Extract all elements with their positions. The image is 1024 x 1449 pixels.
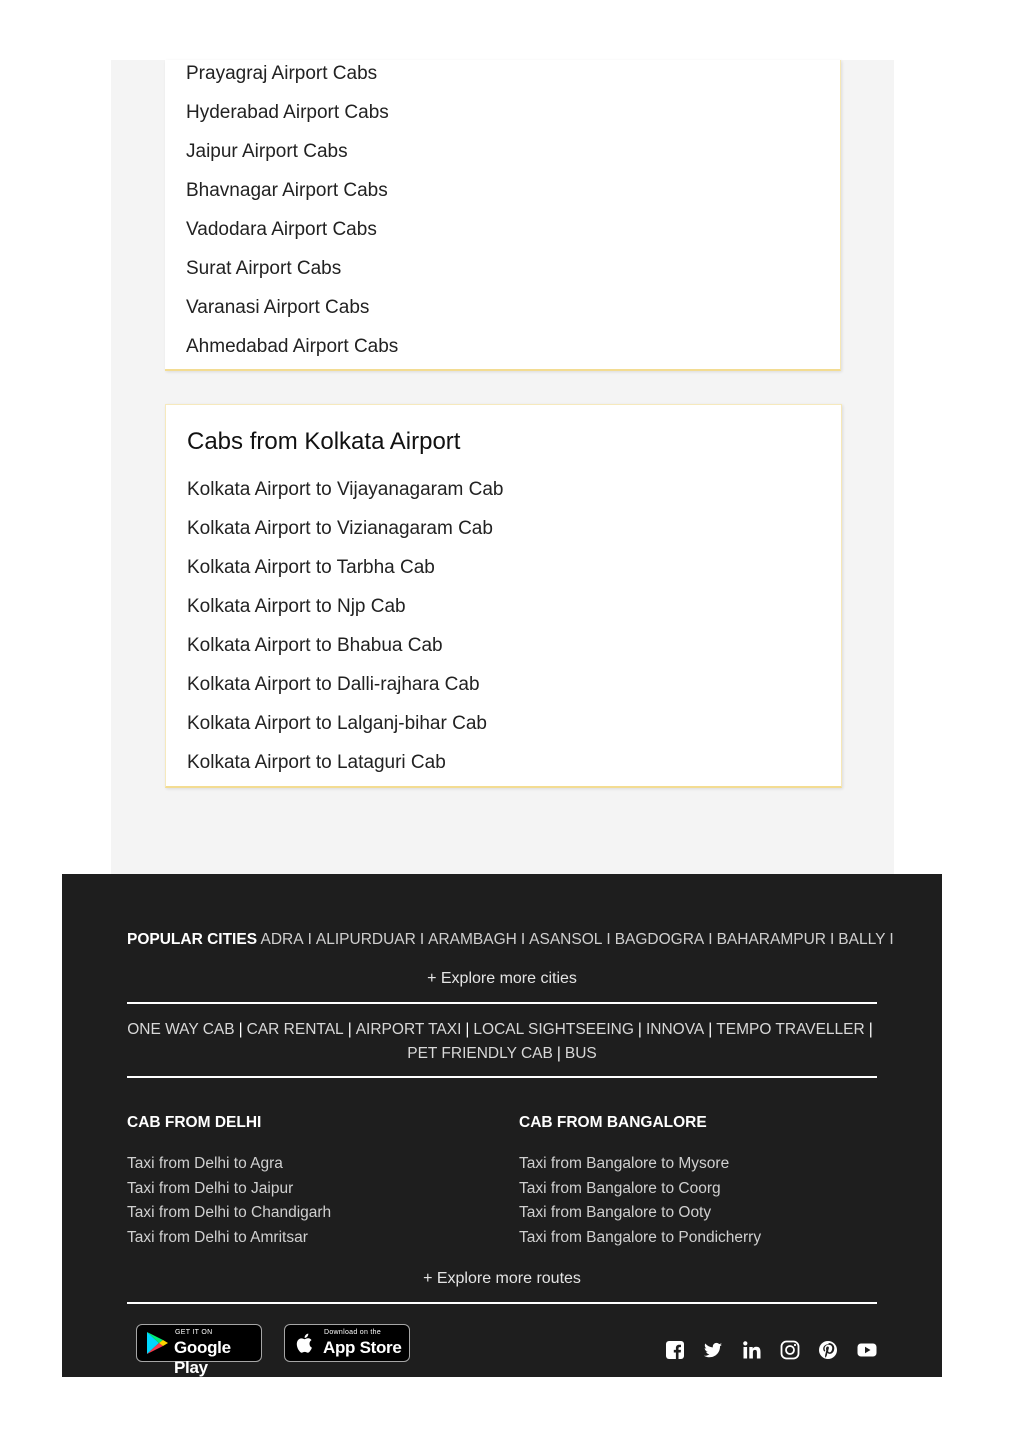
route-link[interactable]: Taxi from Bangalore to Ooty	[519, 1204, 712, 1221]
airport-cab-link[interactable]: Ahmedabad Airport Cabs	[186, 336, 399, 357]
route-link[interactable]: Taxi from Delhi to Jaipur	[127, 1179, 294, 1197]
airport-cab-link[interactable]: Jaipur Airport Cabs	[186, 141, 348, 162]
separator: I	[520, 931, 526, 948]
separator: I	[889, 931, 894, 948]
facebook-icon[interactable]	[665, 1340, 685, 1360]
social-links	[665, 1340, 880, 1360]
airport-cab-link[interactable]: Bhavnagar Airport Cabs	[186, 180, 388, 201]
kolkata-route-link[interactable]: Kolkata Airport to Tarbha Cab	[187, 557, 435, 578]
separator: I	[708, 931, 713, 948]
kolkata-route-link[interactable]: Kolkata Airport to Dalli-rajhara Cab	[187, 674, 480, 695]
divider	[127, 1076, 877, 1078]
route-link[interactable]: Taxi from Delhi to Agra	[127, 1155, 283, 1172]
twitter-icon[interactable]	[703, 1340, 723, 1360]
google-play-badge[interactable]	[136, 1324, 262, 1377]
city-link[interactable]: BALLY	[838, 931, 886, 948]
kolkata-airport-card	[165, 404, 842, 788]
bangalore-routes-column	[519, 1114, 879, 1250]
kolkata-route-link[interactable]: Kolkata Airport to Lataguri Cab	[187, 752, 446, 773]
airport-cab-link[interactable]: Vadodara Airport Cabs	[186, 219, 377, 240]
separator: |	[556, 1045, 561, 1062]
service-link[interactable]: AIRPORT TAXI	[355, 1021, 462, 1038]
kolkata-route-link[interactable]: Kolkata Airport to Vizianagaram Cab	[187, 518, 493, 539]
route-link[interactable]: Taxi from Bangalore to Mysore	[519, 1155, 730, 1172]
divider	[127, 1002, 877, 1004]
service-link[interactable]: LOCAL SIGHTSEEING	[473, 1021, 634, 1038]
pinterest-icon[interactable]	[818, 1340, 838, 1360]
app-store-badge[interactable]	[284, 1324, 410, 1362]
separator: |	[868, 1021, 873, 1038]
service-link[interactable]: CAR RENTAL	[246, 1021, 344, 1038]
city-link[interactable]: ADRA	[260, 931, 304, 948]
site-footer	[62, 874, 942, 1377]
service-link[interactable]: ONE WAY CAB	[127, 1021, 235, 1038]
service-link[interactable]: INNOVA	[645, 1021, 705, 1038]
kolkata-route-link[interactable]: Kolkata Airport to Njp Cab	[187, 596, 406, 617]
separator: |	[347, 1021, 352, 1038]
separator: |	[708, 1021, 713, 1038]
badge-caption: GET IT ON	[175, 1329, 213, 1336]
separator: I	[419, 931, 425, 948]
instagram-icon[interactable]	[780, 1340, 800, 1360]
route-link[interactable]: Taxi from Delhi to Chandigarh	[127, 1204, 332, 1221]
separator: |	[637, 1021, 642, 1038]
delhi-routes-column	[127, 1114, 487, 1250]
services-links	[127, 1018, 877, 1066]
card-title: Cabs from Kolkata Airport	[187, 428, 461, 455]
kolkata-routes-list	[187, 476, 504, 773]
route-link[interactable]: Taxi from Bangalore to Pondicherry	[519, 1228, 762, 1246]
popular-cities-label: POPULAR CITIES	[127, 931, 258, 948]
badge-title: Google Play	[174, 1338, 231, 1377]
kolkata-route-link[interactable]: Kolkata Airport to Lalganj-bihar Cab	[187, 713, 487, 734]
airport-cab-link[interactable]: Surat Airport Cabs	[186, 258, 342, 279]
badge-caption: Download on the	[324, 1329, 382, 1336]
airport-cabs-card	[165, 60, 841, 371]
airport-cab-link[interactable]: Prayagraj Airport Cabs	[186, 63, 378, 84]
explore-more-routes-link[interactable]: + Explore more routes	[423, 1270, 581, 1287]
separator: I	[829, 931, 835, 948]
service-link[interactable]: PET FRIENDLY CAB	[407, 1045, 553, 1062]
popular-cities	[127, 931, 894, 949]
separator: I	[307, 931, 312, 948]
badge-title: App Store	[323, 1338, 402, 1357]
route-link[interactable]: Taxi from Delhi to Amritsar	[127, 1228, 308, 1246]
service-link[interactable]: BUS	[564, 1045, 597, 1062]
separator: I	[606, 931, 611, 948]
linkedin-icon[interactable]	[742, 1340, 762, 1360]
google-play-icon	[145, 1331, 169, 1355]
city-link[interactable]: ALIPURDUAR	[315, 931, 416, 948]
explore-more-cities-link[interactable]: + Explore more cities	[427, 970, 577, 987]
city-link[interactable]: BAHARAMPUR	[716, 931, 826, 948]
apple-icon	[293, 1331, 317, 1355]
youtube-icon[interactable]	[857, 1340, 877, 1360]
column-title: CAB FROM DELHI	[127, 1114, 262, 1131]
kolkata-route-link[interactable]: Kolkata Airport to Vijayanagaram Cab	[187, 479, 504, 500]
airport-cab-link[interactable]: Varanasi Airport Cabs	[186, 297, 370, 318]
city-link[interactable]: ASANSOL	[529, 931, 603, 948]
airport-cabs-list	[186, 60, 399, 357]
city-link[interactable]: BAGDOGRA	[614, 931, 705, 948]
divider	[127, 1302, 877, 1304]
kolkata-route-link[interactable]: Kolkata Airport to Bhabua Cab	[187, 635, 443, 656]
separator: |	[465, 1021, 470, 1038]
column-title: CAB FROM BANGALORE	[519, 1114, 707, 1131]
route-link[interactable]: Taxi from Bangalore to Coorg	[519, 1179, 721, 1197]
separator: |	[238, 1021, 243, 1038]
service-link[interactable]: TEMPO TRAVELLER	[716, 1021, 865, 1038]
airport-cab-link[interactable]: Hyderabad Airport Cabs	[186, 102, 389, 123]
city-link[interactable]: ARAMBAGH	[428, 931, 517, 948]
